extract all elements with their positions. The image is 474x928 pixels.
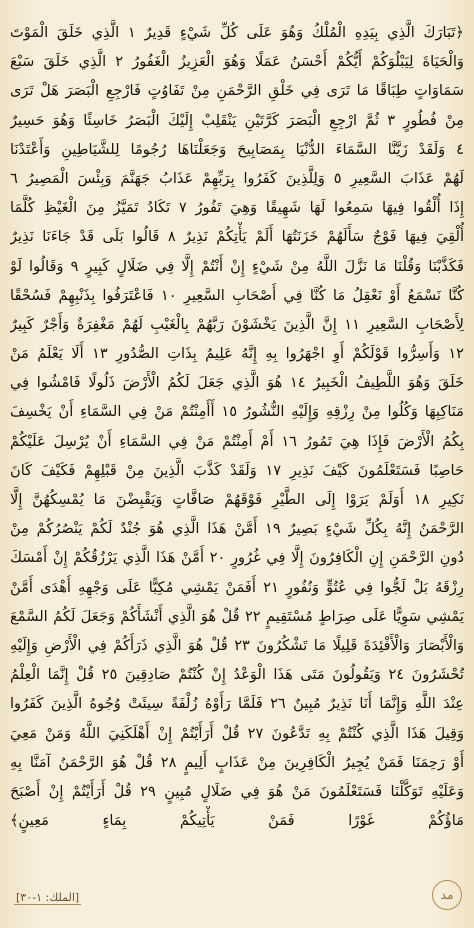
text-line: ١٢ وَأَسِرُّوا قَوْلَكُمْ أَوِ اجْهَرُوا بِهِ إِنَّهُ عَلِيمٌ بِذَاتِ الصُّدُورِ ١٣ أَلَا يَعْلَمُ مَنْ [10,345,464,363]
text-line: مِنْ فُطُورٍ ٣ ثُمَّ ارْجِعِ الْبَصَرَ كَرَّتَيْنِ يَنْقَلِبْ إِلَيْكَ الْبَصَرُ خَاسِئًا وَهُوَ حَسِيرٌ [10,111,464,129]
text-line: عِنْدَ اللَّهِ وَإِنَّمَا أَنَا نَذِيرٌ مُبِينٌ ٢٦ فَلَمَّا رَأَوْهُ زُلْفَةً سِيئَتْ وُجُوهُ الَّذِينَ كَفَرُوا [10,695,464,713]
text-line: مَنَاكِبِهَا وَكُلُوا مِنْ رِزْقِهِ وَإِلَيْهِ النُّشُورُ ١٥ أَأَمِنْتُمْ مَنْ فِي السَّمَاءِ أَنْ يَخْسِفَ [10,403,464,421]
text-line: ﴿تَبَارَكَ الَّذِي بِيَدِهِ الْمُلْكُ وَهُوَ عَلَى كُلِّ شَيْءٍ قَدِيرٌ ١ الَّذِي خَلَقَ الْمَوْتَ [10,24,464,41]
seal-icon: مد [432,880,462,910]
text-line: كُنَّا نَسْمَعُ أَوْ نَعْقِلُ مَا كُنَّا فِي أَصْحَابِ السَّعِيرِ ١٠ فَاعْتَرَفُوا بِذَنْبِهِمْ فَسُحْقًا [10,286,464,304]
text-line: أُلْقِيَ فِيهَا فَوْجٌ سَأَلَهُمْ خَزَنَتُهَا أَلَمْ يَأْتِكُمْ نَذِيرٌ ٨ قَالُوا بَلَى قَدْ جَاءَنَا نَذِيرٌ [10,228,464,246]
text-line: يَمْشِي سَوِيًّا عَلَى صِرَاطٍ مُسْتَقِيمٍ ٢٢ قُلْ هُوَ الَّذِي أَنْشَأَكُمْ وَجَعَلَ لَكُمُ السَّمْعَ [10,607,464,625]
text-line: سَمَاوَاتٍ طِبَاقًا مَا تَرَى فِي خَلْقِ الرَّحْمَنِ مِنْ تَفَاوُتٍ فَارْجِعِ الْبَصَرَ هَلْ تَرَى [10,82,464,100]
text-line: بِكُمُ الْأَرْضَ فَإِذَا هِيَ تَمُورُ ١٦ أَمْ أَمِنْتُمْ مَنْ فِي السَّمَاءِ أَنْ يُرْسِلَ عَلَيْكُمْ [10,432,464,450]
text-line: ٤ وَلَقَدْ زَيَّنَّا السَّمَاءَ الدُّنْيَا بِمَصَابِيحَ وَجَعَلْنَاهَا رُجُومًا لِلشَّيَاطِينِ وَأَعْتَدْنَا [10,140,464,158]
text-line: تُحْشَرُونَ ٢٤ وَيَقُولُونَ مَتَى هَذَا الْوَعْدُ إِنْ كُنْتُمْ صَادِقِينَ ٢٥ قُلْ إِنَّمَا الْعِلْمُ [10,666,464,684]
text-line: وَالْحَيَاةَ لِيَبْلُوَكُمْ أَيُّكُمْ أَحْسَنُ عَمَلًا وَهُوَ الْعَزِيزُ الْغَفُورُ ٢ الَّذِي خَلَقَ سَبْعَ [10,53,464,71]
text-line: لِأَصْحَابِ السَّعِيرِ ١١ إِنَّ الَّذِينَ يَخْشَوْنَ رَبَّهُمْ بِالْغَيْبِ لَهُمْ مَغْفِرَةٌ وَأَجْرٌ كَبِيرٌ [10,315,464,333]
surah-text [10,18,464,835]
text-line: إِذَا أُلْقُوا فِيهَا سَمِعُوا لَهَا شَهِيقًا وَهِيَ تَفُورُ ٧ تَكَادُ تَمَيَّزُ مِنَ الْغَيْظِ كُلَّمَا [10,199,464,217]
text-line: أَوْ رَحِمَنَا فَمَنْ يُجِيرُ الْكَافِرِينَ مِنْ عَذَابٍ أَلِيمٍ ٢٨ قُلْ هُوَ الرَّحْمَنُ آمَنَّا بِهِ [10,753,464,771]
surah-reference: [الملك: ١-٣٠] [16,891,80,904]
text-line: خَلَقَ وَهُوَ اللَّطِيفُ الْخَبِيرُ ١٤ هُوَ الَّذِي جَعَلَ لَكُمُ الْأَرْضَ ذَلُولًا فَامْشُوا فِي [10,374,464,392]
text-line: دُونِ الرَّحْمَنِ إِنِ الْكَافِرُونَ إِلَّا فِي غُرُورٍ ٢٠ أَمَّنْ هَذَا الَّذِي يَرْزُقُكُمْ إِنْ أَمْسَكَ [10,549,464,567]
text-line: وَالْأَبْصَارَ وَالْأَفْئِدَةَ قَلِيلًا مَا تَشْكُرُونَ ٢٣ قُلْ هُوَ الَّذِي ذَرَأَكُمْ فِي الْأَرْضِ وَإِلَيْهِ [10,636,464,654]
text-line: رِزْقَهُ بَلْ لَجُّوا فِي عُتُوٍّ وَنُفُورٍ ٢١ أَفَمَنْ يَمْشِي مُكِبًّا عَلَى وَجْهِهِ أَهْدَى أَمَّنْ [10,578,464,596]
text-line: نَكِيرِ ١٨ أَوَلَمْ يَرَوْا إِلَى الطَّيْرِ فَوْقَهُمْ صَافَّاتٍ وَيَقْبِضْنَ مَا يُمْسِكُهُنَّ إِلَّا [10,491,464,508]
text-line: وَقِيلَ هَذَا الَّذِي كُنْتُمْ بِهِ تَدَّعُونَ ٢٧ قُلْ أَرَأَيْتُمْ إِنْ أَهْلَكَنِيَ اللَّهُ وَمَنْ مَعِيَ [10,724,464,742]
text-line: حَاصِبًا فَسَتَعْلَمُونَ كَيْفَ نَذِيرِ ١٧ وَلَقَدْ كَذَّبَ الَّذِينَ مِنْ قَبْلِهِمْ فَكَيْفَ كَانَ [10,461,464,479]
text-line: فَكَذَّبْنَا وَقُلْنَا مَا نَزَّلَ اللَّهُ مِنْ شَيْءٍ إِنْ أَنْتُمْ إِلَّا فِي ضَلَالٍ كَبِيرٍ ٩ وَقَالُوا لَوْ [10,257,464,275]
text-line: مَاؤُكُمْ غَوْرًا فَمَنْ يَأْتِيكُمْ بِمَاءٍ مَعِينٍ﴾ [10,812,464,830]
text-line: الرَّحْمَنُ إِنَّهُ بِكُلِّ شَيْءٍ بَصِيرٌ ١٩ أَمَّنْ هَذَا الَّذِي هُوَ جُنْدٌ لَكُمْ يَنْصُرُكُمْ مِنْ [10,520,464,538]
text-line: وَعَلَيْهِ تَوَكَّلْنَا فَسَتَعْلَمُونَ مَنْ هُوَ فِي ضَلَالٍ مُبِينٍ ٢٩ قُلْ أَرَأَيْتُمْ إِنْ أَصْبَحَ [10,782,464,800]
text-line: لَهُمْ عَذَابَ السَّعِيرِ ٥ وَلِلَّذِينَ كَفَرُوا بِرَبِّهِمْ عَذَابُ جَهَنَّمَ وَبِئْسَ الْمَصِيرُ ٦ [10,169,464,187]
